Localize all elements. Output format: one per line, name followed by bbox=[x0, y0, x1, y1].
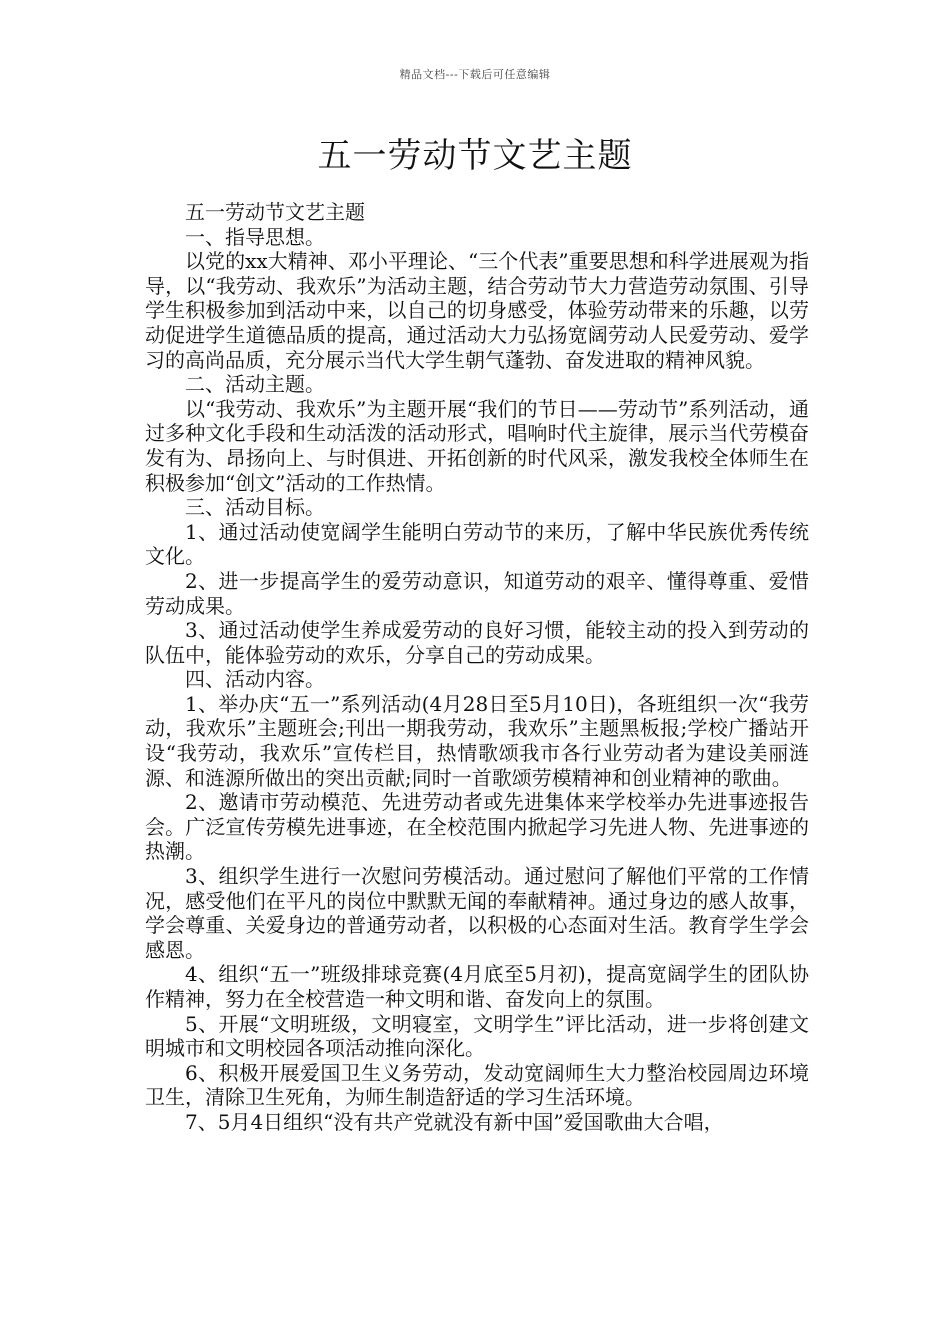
paragraph-goal-2: 2、进一步提高学生的爱劳动意识，知道劳动的艰辛、懂得尊重、爱惜劳动成果。 bbox=[145, 568, 809, 618]
paragraph-subtitle: 五一劳动节文艺主题 bbox=[185, 200, 365, 224]
document-title: 五一劳动节文艺主题 bbox=[317, 136, 633, 176]
heading-guiding-thought: 一、指导思想。 bbox=[185, 224, 325, 249]
paragraph-guiding-thought: 以党的xx大精神、邓小平理论、“三个代表”重要思想和科学进展观为指导，以“我劳动、我欢乐”为活动主题，结合劳动节大力营造劳动氛围、引导学生积极参加到活动中来，以自己的切身感受，体验劳动带来的乐趣，以劳动促进学生道德品质的提高，通过活动大力弘扬宽阔劳动人民爱劳动、爱学习的高尚品质，充分展示当代大学生朝气蓬勃、奋发进取的精神风貌。 bbox=[145, 249, 809, 372]
document-body bbox=[145, 200, 809, 1135]
paragraph-content-1: 1、举办庆“五一”系列活动(4月28日至5月10日)，各班组织一次“我劳动，我欢乐”主题班会;刊出一期我劳动，我欢乐”主题黑板报;学校广播站开设“我劳动，我欢乐”宣传栏目，热情歌颂我市各行业劳动者为建设美丽涟源、和涟源所做出的突出贡献;同时一首歌颂劳模精神和创业精神的歌曲。 bbox=[145, 691, 809, 790]
paragraph-goal-3: 3、通过活动使学生养成爱劳动的良好习惯，能较主动的投入到劳动的队伍中，能体验劳动的欢乐，分享自己的劳动成果。 bbox=[145, 618, 809, 667]
heading-activity-content: 四、活动内容。 bbox=[185, 667, 325, 692]
paragraph-content-6: 6、积极开展爱国卫生义务劳动，发动宽阔师生大力整治校园周边环境卫生，清除卫生死角，为师生制造舒适的学习生活环境。 bbox=[145, 1060, 809, 1110]
paragraph-goal-1: 1、通过活动使宽阔学生能明白劳动节的来历，了解中华民族优秀传统文化。 bbox=[145, 519, 809, 569]
paragraph-content-2: 2、邀请市劳动模范、先进劳动者或先进集体来学校举办先进事迹报告会。广泛宣传劳模先进事迹，在全校范围内掀起学习先进人物、先进事迹的热潮。 bbox=[145, 790, 809, 864]
paragraph-content-3: 3、组织学生进行一次慰问劳模活动。通过慰问了解他们平常的工作情况，感受他们在平凡的岗位中默默无闻的奉献精神。通过身边的感人故事，学会尊重、关爱身边的普通劳动者，以积极的心态面对生活。教育学生学会感恩。 bbox=[145, 864, 809, 962]
heading-activity-goals: 三、活动目标。 bbox=[185, 495, 325, 520]
heading-activity-theme: 二、活动主题。 bbox=[185, 372, 325, 397]
paragraph-activity-theme: 以“我劳动、我欢乐”为主题开展“我们的节日——劳动节”系列活动，通过多种文化手段和生动活泼的活动形式，唱响时代主旋律，展示当代劳模奋发有为、昂扬向上、与时俱进、开拓创新的时代风采，激发我校全体师生在积极参加“创文”活动的工作热情。 bbox=[145, 396, 809, 495]
paragraph-content-4: 4、组织“五一”班级排球竞赛(4月底至5月初)，提高宽阔学生的团队协作精神，努力在全校营造一种文明和谐、奋发向上的氛围。 bbox=[145, 962, 809, 1011]
paragraph-content-5: 5、开展“文明班级，文明寝室，文明学生”评比活动，进一步将创建文明城市和文明校园各项活动推向深化。 bbox=[145, 1011, 809, 1061]
paragraph-content-7: 7、5月4日组织“没有共产党就没有新中国”爱国歌曲大合唱， bbox=[185, 1109, 724, 1134]
header-note: 精品文档---下载后可任意编辑 bbox=[399, 68, 551, 81]
